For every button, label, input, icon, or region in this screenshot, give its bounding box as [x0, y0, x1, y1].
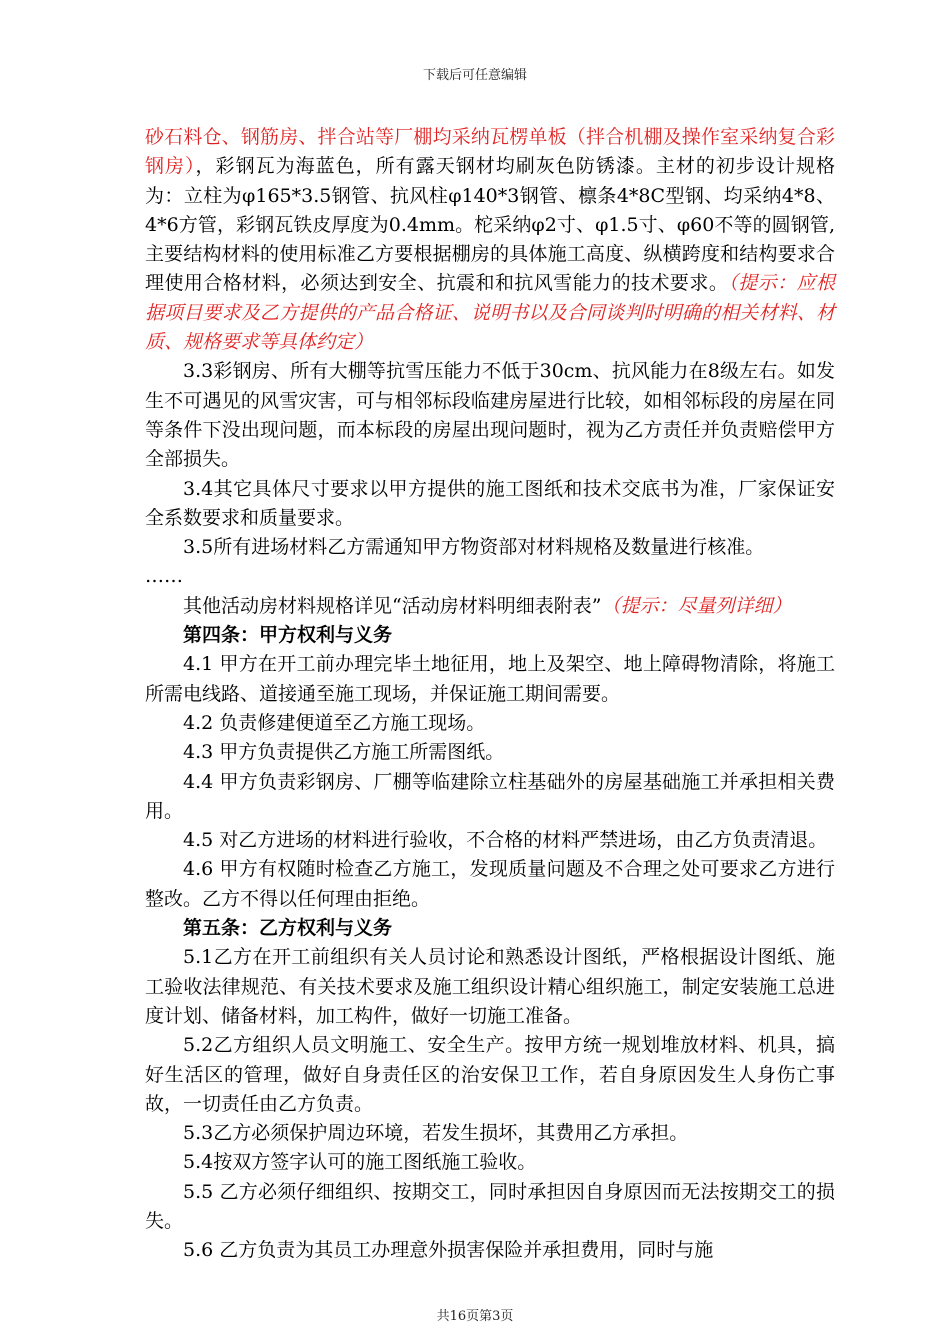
clause-4-6: 4.6 甲方有权随时检查乙方施工，发现质量问题及不合理之处可要求乙方进行整改。乙方不得以任何理由拒绝。: [145, 858, 835, 910]
paragraph-other-materials: [145, 592, 835, 621]
clause-5-2: 5.2乙方组织人员文明施工、安全生产。按甲方统一规划堆放材料、机具，搞好生活区的管理，做好自身责任区的治安保卫工作，若自身原因发生人身伤亡事故，一切责任由乙方负责。: [145, 1034, 835, 1115]
clause-5-4: 5.4按双方签字认可的施工图纸施工验收。: [183, 1151, 537, 1174]
paragraph-text: ，彩钢瓦为海蓝色，所有露天钢材均刷灰色防锈漆。主材的初步设计规格为：立柱为φ165*3.5钢管、抗风柱φ140*3钢管、檩条4*8C型钢、均采纳4*8、4*6方管，彩钢瓦铁皮厚度为0.4mm。柁采纳φ2寸、φ1.5寸、φ60不等的圆钢管,主要结构材料的使用标准乙方要根据棚房的具体施工高度、纵横跨度和结构要求合理使用合格材料，必须达到安全、抗震和和抗风雪能力的技术要求。: [145, 155, 835, 295]
paragraph-text: 其他活动房材料规格详见“活动房材料明细表附表”: [183, 594, 602, 617]
clause-4-2: 4.2 负责修建便道至乙方施工现场。: [183, 711, 486, 734]
clause-5-6: 5.6 乙方负责为其员工办理意外损害保险并承担费用，同时与施: [183, 1239, 714, 1262]
article-4-heading: 第四条：甲方权利与义务: [183, 624, 393, 647]
clause-4-3: 4.3 甲方负责提供乙方施工所需图纸。: [183, 741, 505, 764]
clause-5-3: 5.3乙方必须保护周边环境，若发生损坏，其费用乙方承担。: [183, 1122, 689, 1145]
page-header: 下载后可任意编辑: [422, 68, 527, 83]
paragraph-materials: [145, 123, 835, 357]
clause-5-1: 5.1乙方在开工前组织有关人员讨论和熟悉设计图纸，严格根据设计图纸、施工验收法律规范、有关技术要求及施工组织设计精心组织施工，制定安装施工总进度计划、储备材料，加工构件，做好一切施工准备。: [145, 946, 835, 1027]
clause-5-5: 5.5 乙方必须仔细组织、按期交工，同时承担因自身原因而无法按期交工的损失。: [145, 1180, 835, 1232]
hint-text: （提示：应根据项目要求及乙方提供的产品合格证、说明书以及合同谈判时明确的相关材料、材质、规格要求等具体约定）: [145, 272, 835, 354]
article-5-heading: 第五条：乙方权利与义务: [183, 917, 393, 940]
page-footer: 共16页第3页: [436, 1309, 514, 1324]
hint-text: （提示：尽量列详细）: [601, 594, 792, 617]
clause-4-4: 4.4 甲方负责彩钢房、厂棚等临建除立柱基础外的房屋基础施工并承担相关费用。: [145, 770, 835, 822]
clause-3-4: 3.4其它具体尺寸要求以甲方提供的施工图纸和技术交底书为准，厂家保证安全系数要求和质量要求。: [145, 477, 835, 529]
clause-3-3: 3.3彩钢房、所有大棚等抗雪压能力不低于30cm、抗风能力在8级左右。如发生不可遇见的风雪灾害，可与相邻标段临建房屋进行比较，如相邻标段的房屋在同等条件下没出现问题，而本标段的房屋出现问题时，视为乙方责任并负责赔偿甲方全部损失。: [145, 360, 835, 471]
highlighted-text: 砂石料仓、钢筋房、拌合站等厂棚均采纳瓦楞单板（拌合机棚及操作室采纳复合彩钢房）: [145, 126, 835, 178]
clause-4-1: 4.1 甲方在开工前办理完毕土地征用，地上及架空、地上障碍物清除，将施工所需电线路、道接通至施工现场，并保证施工期间需要。: [145, 653, 835, 705]
clause-3-5: 3.5所有进场材料乙方需通知甲方物资部对材料规格及数量进行核准。: [183, 536, 765, 559]
clause-4-5: 4.5 对乙方进场的材料进行验收，不合格的材料严禁进场，由乙方负责清退。: [183, 829, 828, 852]
document-body: [145, 123, 835, 1266]
ellipsis: ……: [145, 565, 183, 588]
